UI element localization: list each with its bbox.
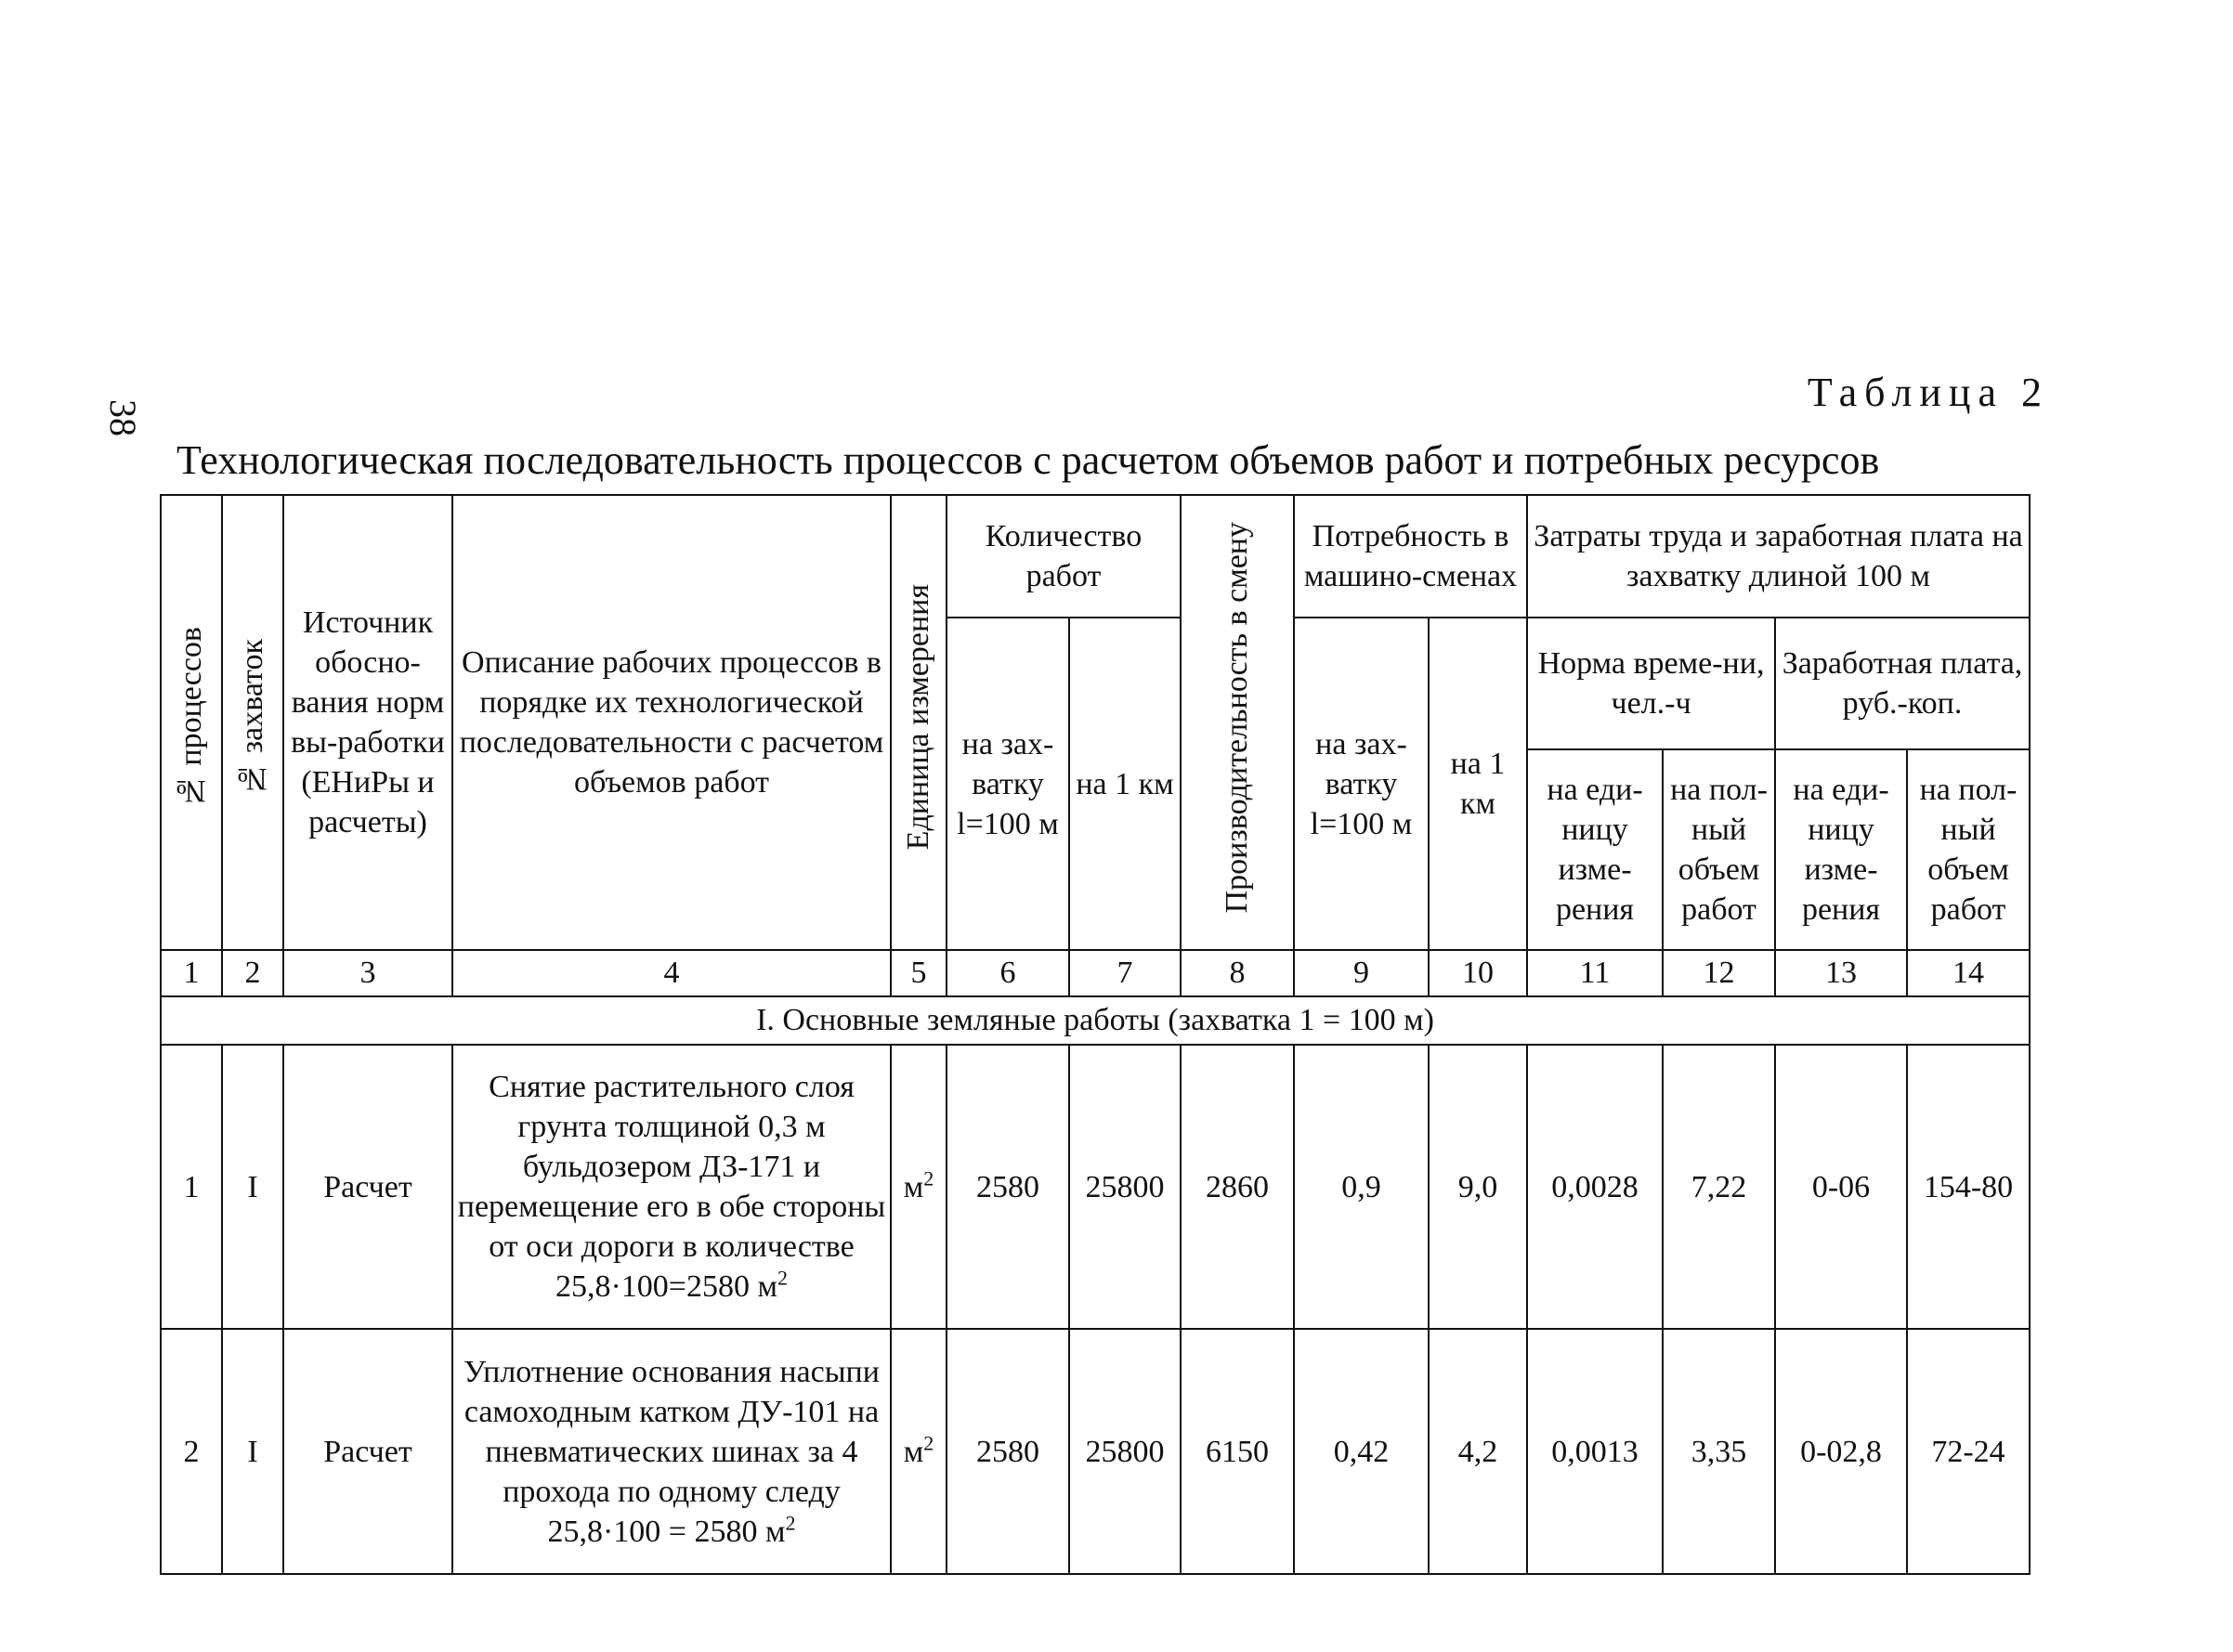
- description-calc-sup: 2: [785, 1511, 796, 1535]
- wage-total-cell: 72-24: [1907, 1329, 2030, 1574]
- description-calc-sup: 2: [777, 1266, 788, 1290]
- header-wage-total: на пол-ный объем работ: [1907, 749, 2030, 950]
- column-number: 11: [1527, 950, 1663, 996]
- norm-total-cell: 7,22: [1663, 1045, 1775, 1329]
- description-text: Снятие растительного слоя грунта толщиной 0,3 м бульдозером ДЗ-171 и перемещение его в обе стороны от оси дороги в количестве: [457, 1070, 886, 1264]
- column-number: 12: [1663, 950, 1775, 996]
- mach-grip-cell: 0,9: [1294, 1045, 1429, 1329]
- header-unit: Единица измерения: [891, 495, 947, 950]
- mach-grip-cell: 0,42: [1294, 1329, 1429, 1574]
- productivity-cell: 6150: [1181, 1329, 1294, 1574]
- unit-text: м: [903, 1434, 924, 1469]
- column-number: 10: [1429, 950, 1527, 996]
- unit-cell: [891, 1045, 947, 1329]
- description-calc: 25,8·100 = 2580 м: [547, 1514, 786, 1549]
- qty-grip-cell: 2580: [947, 1045, 1069, 1329]
- header-wage-unit: на еди-ницу изме-рения: [1775, 749, 1907, 950]
- section-row: [161, 996, 2030, 1045]
- description-calc: 25,8·100=2580 м: [555, 1269, 777, 1304]
- column-number-row: [161, 950, 2030, 996]
- header-source: Источник обосно-вания норм вы-работки (ЕНиРы и расчеты): [283, 495, 452, 950]
- header-wage-group: Заработная плата, руб.-коп.: [1775, 618, 2030, 749]
- norm-total-cell: 3,35: [1663, 1329, 1775, 1574]
- header-process-number: № процессов: [161, 495, 222, 950]
- header-qty-grip: на зах-ватку l=100 м: [947, 618, 1069, 950]
- column-number: 8: [1181, 950, 1294, 996]
- column-number: 6: [947, 950, 1069, 996]
- section-title: I. Основные земляные работы (захватка 1 = 100 м): [161, 996, 2030, 1045]
- qty-grip-cell: 2580: [947, 1329, 1069, 1574]
- wage-unit-cell: 0-02,8: [1775, 1329, 1907, 1574]
- unit-sup: 2: [923, 1431, 934, 1455]
- process-number: 1: [161, 1045, 222, 1329]
- table-title: Технологическая последовательность процессов с расчетом объемов работ и потребных ресурсов: [176, 437, 1880, 483]
- header-row-1: [161, 495, 2030, 618]
- table-caption: Таблица 2: [1807, 370, 2049, 415]
- column-number: 4: [452, 950, 891, 996]
- grip-number: I: [222, 1329, 283, 1574]
- unit-sup: 2: [923, 1166, 934, 1190]
- norm-unit-cell: 0,0013: [1527, 1329, 1663, 1574]
- column-number: 3: [283, 950, 452, 996]
- qty-km-cell: 25800: [1069, 1045, 1181, 1329]
- header-quantity-group: Количество работ: [947, 495, 1181, 618]
- column-number: 1: [161, 950, 222, 996]
- header-qty-km: на 1 км: [1069, 618, 1181, 950]
- description-text: Уплотнение основания насыпи самоходным катком ДУ-101 на пневматических шинах за 4 прохода по одному следу: [464, 1354, 880, 1509]
- header-norm-group: Норма време-ни, чел.-ч: [1527, 618, 1775, 749]
- unit-text: м: [903, 1169, 924, 1204]
- header-description: Описание рабочих процессов в порядке их технологической последовательности с расчетом объемов работ: [452, 495, 891, 950]
- header-mach-grip: на зах-ватку l=100 м: [1294, 618, 1429, 950]
- header-productivity: Производительность в смену: [1181, 495, 1294, 950]
- column-number: 2: [222, 950, 283, 996]
- qty-km-cell: 25800: [1069, 1329, 1181, 1574]
- grip-number: I: [222, 1045, 283, 1329]
- header-machine-group: Потребность в машино-сменах: [1294, 495, 1527, 618]
- column-number: 7: [1069, 950, 1181, 996]
- header-grip-number: № захваток: [222, 495, 283, 950]
- mach-km-cell: 4,2: [1429, 1329, 1527, 1574]
- source-cell: Расчет: [283, 1045, 452, 1329]
- process-number: 2: [161, 1329, 222, 1574]
- column-number: 14: [1907, 950, 2030, 996]
- description-cell: [452, 1045, 891, 1329]
- table-row: [161, 1045, 2030, 1329]
- column-number: 9: [1294, 950, 1429, 996]
- unit-cell: [891, 1329, 947, 1574]
- mach-km-cell: 9,0: [1429, 1045, 1527, 1329]
- header-norm-unit: на еди-ницу изме-рения: [1527, 749, 1663, 950]
- column-number: 5: [891, 950, 947, 996]
- source-cell: Расчет: [283, 1329, 452, 1574]
- productivity-cell: 2860: [1181, 1045, 1294, 1329]
- wage-total-cell: 154-80: [1907, 1045, 2030, 1329]
- page-number: 38: [102, 399, 144, 436]
- header-norm-total: на пол-ный объем работ: [1663, 749, 1775, 950]
- description-cell: [452, 1329, 891, 1574]
- process-table: [160, 494, 2031, 1575]
- column-number: 13: [1775, 950, 1907, 996]
- header-mach-km: на 1 км: [1429, 618, 1527, 950]
- wage-unit-cell: 0-06: [1775, 1045, 1907, 1329]
- norm-unit-cell: 0,0028: [1527, 1045, 1663, 1329]
- header-labor-group: Затраты труда и заработная плата на захватку длиной 100 м: [1527, 495, 2030, 618]
- table-row: [161, 1329, 2030, 1574]
